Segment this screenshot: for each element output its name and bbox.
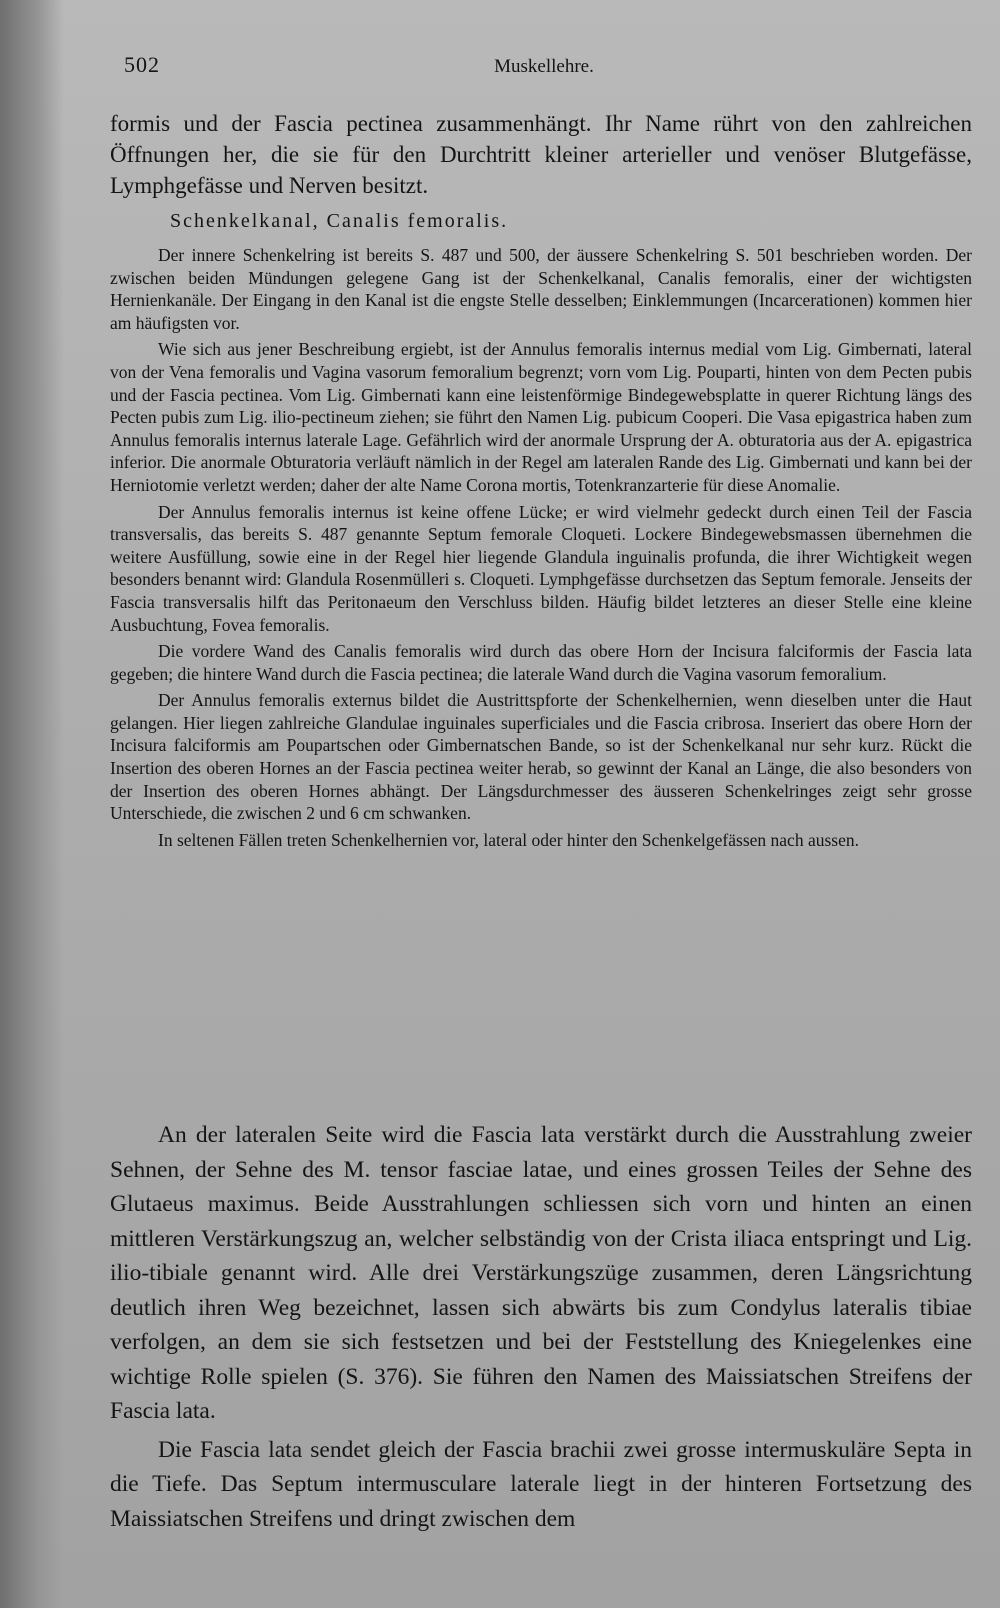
section-heading: Schenkelkanal, Canalis femoralis. bbox=[170, 210, 509, 232]
small-print-section bbox=[110, 244, 972, 851]
paragraph-inner-ring: Der innere Schenkelring ist bereits S. 487 und 500, der äussere Schenkelring S. 501 beschrieben worden. Der zwischen beiden Mündungen gelegene Gang ist der Schenkelkanal, Canalis femoralis, einer der wichtigsten Hernienkanäle. Der Eingang in den Kanal ist die engste Stelle desselben; Einklemmungen (Incarcerationen) kommen hier am häufigsten vor. bbox=[110, 245, 972, 333]
paragraph-lateral-side: An der lateralen Seite wird die Fascia lata verstärkt durch die Ausstrahlung zweier Sehnen, der Sehne des M. tensor fasciae latae, und eines grossen Teiles der Sehne des Glutaeus maximus. Beide Ausstrahlungen schliessen sich vorn und hinten an einen mittleren Verstärkungszug an, welcher selbständig von der Crista iliaca entspringt und Lig. ilio-tibiale genannt wird. Alle drei Verstärkungszüge zusammen, deren Längsrichtung deutlich ihren Weg bezeichnet, lassen sich abwärts bis zum Condylus lateralis tibiae verfolgen, an dem sie sich festsetzen und bei der Feststellung des Kniegelenkes eine wichtige Rolle spielen (S. 376). Sie führen den Namen des Maissiatschen Streifens der Fascia lata. bbox=[110, 1122, 972, 1424]
page-header bbox=[124, 44, 964, 84]
paragraph-canal-walls: Die vordere Wand des Canalis femoralis wird durch das obere Horn der Incisura falciformis der Fascia lata gegeben; die hintere Wand durch die Fascia pectinea; die laterale Wand durch die Vagina vasorum femoralium. bbox=[110, 641, 972, 684]
paragraph-annulus-externus: Der Annulus femoralis externus bildet die Austrittspforte der Schenkelhernien, wenn dieselben unter die Haut gelangen. Hier liegen zahlreiche Glandulae inguinales superficiales und die Fascia cribrosa. Inseriert das obere Horn der Incisura falciformis am Poupartschen oder Gimbernatschen Bande, so ist der Schenkelkanal nur sehr kurz. Rückt die Insertion des oberen Hornes an der Fascia pectinea weiter herab, so gewinnt der Kanal an Länge, die also besonders von der Insertion des oberen Hornes abhängt. Der Längsdurchmesser des äusseren Schenkelringes zeigt sehr grosse Unterschiede, die zwischen 2 und 6 cm schwanken. bbox=[110, 690, 972, 824]
page-number: 502 bbox=[124, 52, 160, 77]
paragraph-annulus-boundaries: Wie sich aus jener Beschreibung ergiebt, ist der Annulus femoralis internus medial vom Lig. Gimbernati, lateral von der Vena femoralis und Vagina vasorum femoralium begrenzt; vorn vom Lig. Pouparti, hinten von dem Pecten pubis und der Fascia pectinea. Vom Lig. Gimbernati kann eine leistenförmige Bindegewebsplatte in querer Richtung längs des Pecten pubis zum Lig. ilio-pectineum ziehen; sie führt den Namen Lig. pubicum Cooperi. Die Vasa epigastrica haben zum Annulus femoralis internus laterale Lage. Gefährlich wird der anormale Ursprung der A. obturatoria aus der A. epigastrica inferior. Die anormale Obturatoria verläuft nämlich in der Regel am lateralen Rande des Lig. Gimbernati und kann bei der Herniotomie verletzt werden; daher der alte Name Corona mortis, Totenkranzarterie für diese Anomalie. bbox=[110, 339, 972, 495]
large-print-section bbox=[110, 1118, 972, 1536]
paragraph-septum-femorale: Der Annulus femoralis internus ist keine offene Lücke; er wird vielmehr gedeckt durch einen Teil der Fascia transversalis, das bereits S. 487 genannte Septum femorale Cloqueti. Lockere Bindegewebsmassen übernehmen die weitere Ausfüllung, sowie eine in der Regel hier liegende Glandula inguinalis profunda, die ihrer Wichtigkeit wegen besonders benannt wird: Glandula Rosenmülleri s. Cloqueti. Lymphgefässe durchsetzen das Septum femorale. Jenseits der Fascia transversalis hilft das Peritonaeum den Verschluss bilden. Häufig bildet letzteres an dieser Stelle eine kleine Ausbuchtung, Fovea femoralis. bbox=[110, 501, 972, 635]
running-title: Muskellehre. bbox=[494, 56, 594, 77]
page-gutter-shadow bbox=[0, 0, 64, 1608]
paragraph-rare-hernias: In seltenen Fällen treten Schenkelhernien vor, lateral oder hinter den Schenkelgefässen nach aussen. bbox=[158, 829, 859, 850]
paragraph-intermuscular-septa: Die Fascia lata sendet gleich der Fascia brachii zwei grosse intermuskuläre Septa in die Tiefe. Das Septum intermusculare laterale liegt in der hinteren Fortsetzung des Maissiatschen Streifens und dringt zwischen dem bbox=[110, 1436, 972, 1532]
intro-paragraph: formis und der Fascia pectinea zusammenhängt. Ihr Name rührt von den zahlreichen Öffnungen her, die sie für den Durchtritt kleiner arterieller und venöser Blutgefässe, Lymphgefässe und Nerven besitzt. bbox=[110, 111, 972, 198]
